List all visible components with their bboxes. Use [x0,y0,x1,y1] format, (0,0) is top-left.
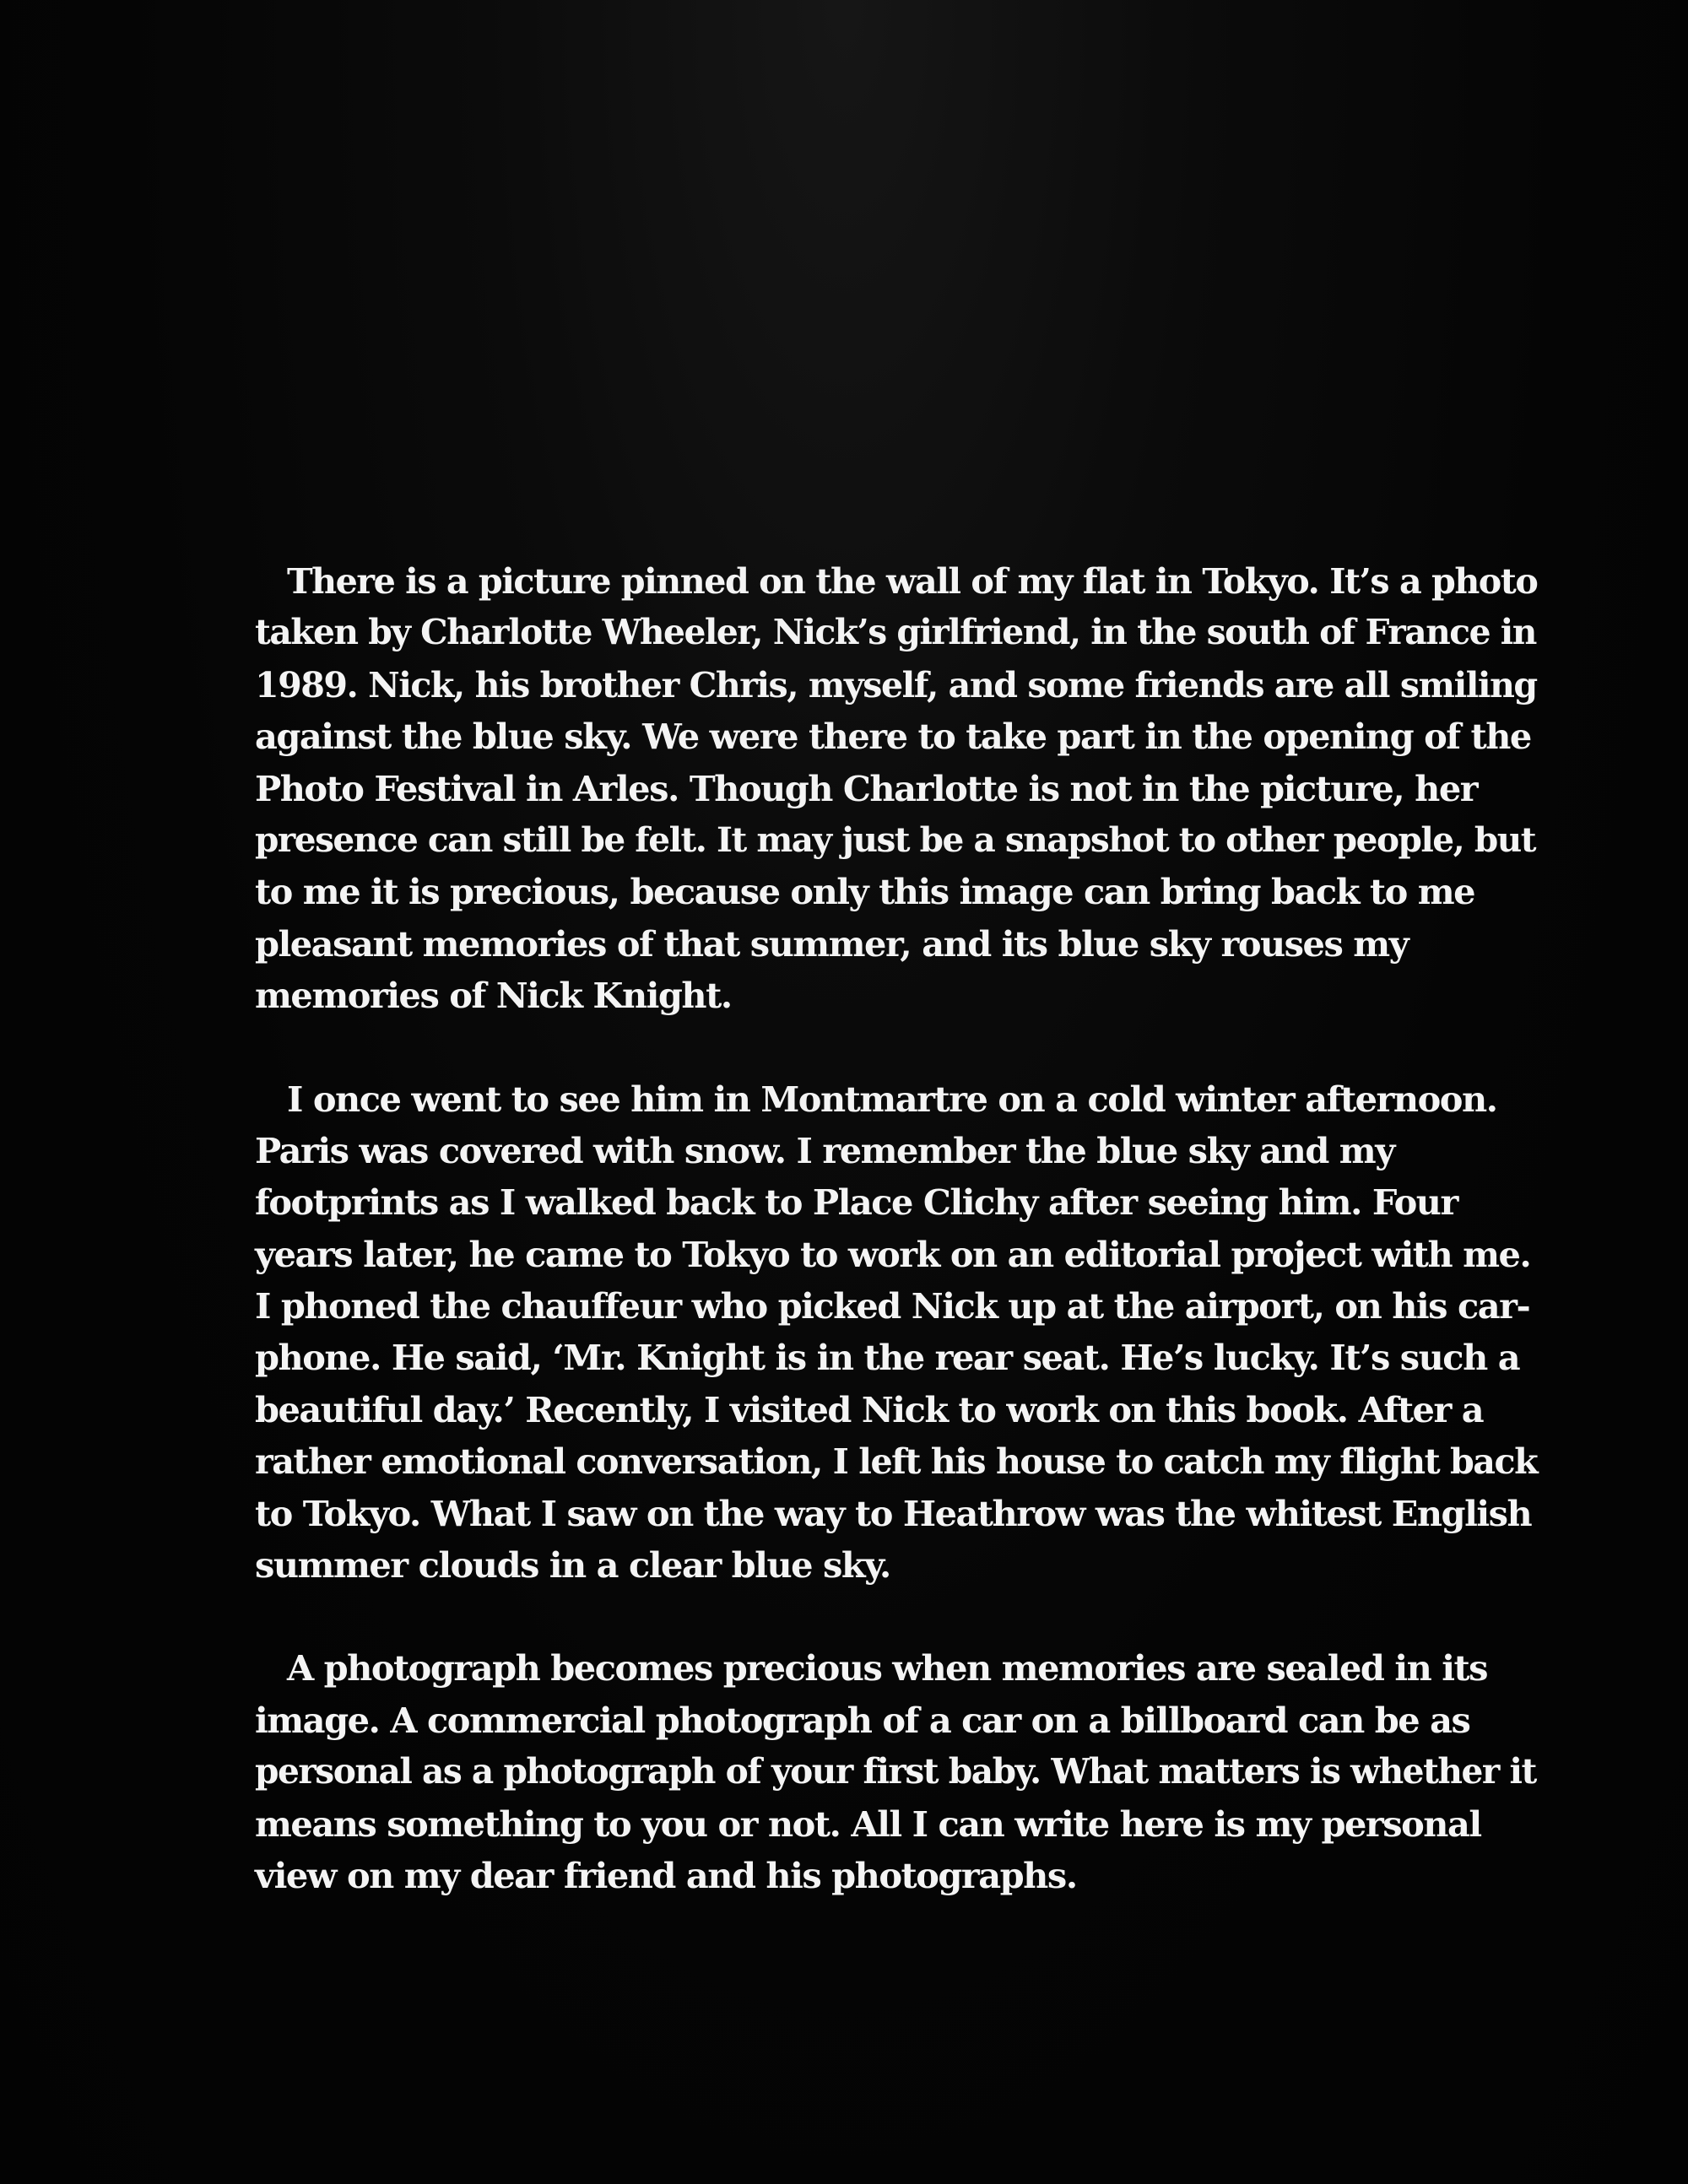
text-line: against the blue sky. We were there to take part in the opening of the [255,716,1531,758]
text-line: There is a picture pinned on the wall of my flat in Tokyo. It’s a photo [287,560,1538,602]
text-line: Photo Festival in Arles. Though Charlotte is not in the picture, her [255,767,1478,809]
text-line: I phoned the chauffeur who picked Nick up at the airport, on his car- [255,1285,1530,1327]
text-line: to Tokyo. What I saw on the way to Heathrow was the whitest English [255,1492,1532,1534]
text-line: 1989. Nick, his brother Chris, myself, and some friends are all smiling [255,663,1537,705]
text-line: memories of Nick Knight. [255,975,732,1017]
text-line: personal as a photograph of your first baby. What matters is whether it [255,1751,1536,1792]
text-line: view on my dear friend and his photographs. [255,1854,1077,1896]
text-line: phone. He said, ‘Mr. Knight is in the rear seat. He’s lucky. It’s such a [255,1337,1520,1379]
text-line: Paris was covered with snow. I remember the blue sky and my [255,1129,1394,1171]
paragraph-1 [255,555,1538,1022]
text-line: beautiful day.’ Recently, I visited Nick to work on this book. After a [255,1388,1484,1430]
paragraph-3 [255,1642,1538,1901]
text-line: summer clouds in a clear blue sky. [255,1544,890,1587]
text-line: A photograph becomes precious when memories are sealed in its [287,1647,1488,1689]
text-line: rather emotional conversation, I left his house to catch my flight back [255,1441,1538,1483]
paragraph-2 [255,1073,1538,1592]
essay-body [255,555,1538,1953]
text-line: presence can still be felt. It may just be a snapshot to other people, but [255,819,1535,860]
text-line: footprints as I walked back to Place Clichy after seeing him. Four [255,1181,1458,1224]
text-line: taken by Charlotte Wheeler, Nick’s girlfriend, in the south of France in [255,612,1536,653]
text-line: means something to you or not. All I can write here is my personal [255,1803,1481,1845]
text-line: pleasant memories of that summer, and its blue sky rouses my [255,922,1409,965]
text-line: to me it is precious, because only this image can bring back to me [255,871,1475,913]
text-line: years later, he came to Tokyo to work on an editorial project with me. [255,1233,1531,1275]
text-line: image. A commercial photograph of a car on a billboard can be as [255,1699,1470,1741]
text-line: I once went to see him in Montmartre on a cold winter afternoon. [287,1078,1497,1120]
